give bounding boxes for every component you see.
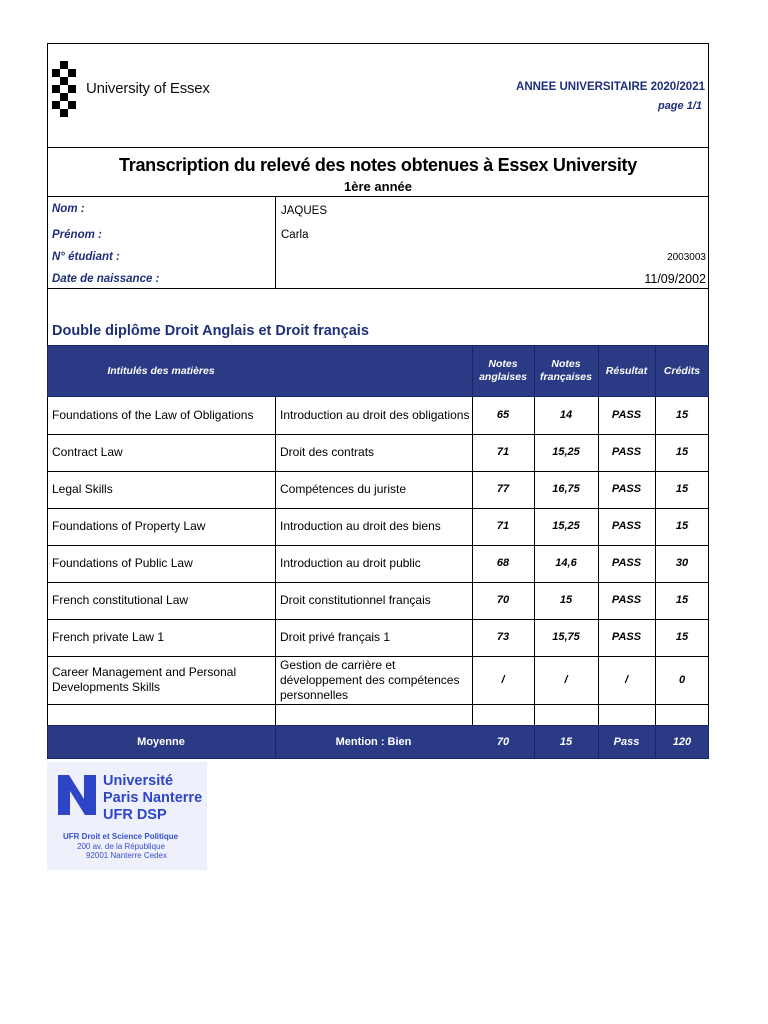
table-row-4-resultat: PASS	[611, 557, 642, 569]
table-row-5-note-fr: 15	[559, 594, 573, 606]
header-notes-francaises: Notes françaises	[540, 358, 592, 383]
divider	[47, 704, 709, 705]
divider	[598, 346, 599, 396]
divider	[655, 346, 656, 396]
footer-note-en: 70	[496, 736, 510, 748]
table-row-7-credits: 0	[678, 673, 686, 686]
table-row-6-fr: Droit privé français 1	[280, 630, 391, 644]
table-row-3-note-fr: 15,25	[552, 520, 580, 532]
nom-label: Nom :	[52, 203, 85, 215]
table-row-4-note-en: 68	[496, 557, 510, 569]
table-row-2-note-en: 77	[496, 483, 510, 495]
table-row-1-credits: 15	[675, 446, 689, 458]
divider	[275, 196, 276, 288]
divider	[47, 196, 709, 197]
naissance-label: Date de naissance :	[52, 273, 160, 285]
header-resultat: Résultat	[605, 364, 648, 377]
table-row-1-resultat: PASS	[611, 446, 642, 458]
table-row-7-note-en: /	[501, 673, 505, 686]
divider	[472, 346, 473, 396]
table-row-1-en: Contract Law	[52, 445, 123, 459]
table-row-2-note-fr: 16,75	[552, 483, 580, 495]
stamp-line-ufr-full: UFR Droit et Science Politique	[63, 832, 179, 841]
table-row-5-resultat: PASS	[611, 594, 642, 606]
table-row-6-note-fr: 15,75	[552, 631, 580, 643]
document-subtitle: 1ère année	[344, 179, 412, 194]
divider	[47, 288, 709, 289]
header-notes-anglaises: Notes anglaises	[479, 358, 527, 383]
table-row-3-credits: 15	[675, 520, 689, 532]
table-row-7-note-fr: /	[564, 673, 568, 686]
table-row-2-credits: 15	[675, 483, 689, 495]
footer-mention: Mention : Bien	[335, 736, 412, 748]
table-row-4-fr: Introduction au droit public	[280, 556, 421, 570]
table-row-4-en: Foundations of Public Law	[52, 556, 193, 570]
table-row-7-en: Career Management and Personal Developments Skills	[52, 665, 237, 694]
table-row-0-en: Foundations of the Law of Obligations	[52, 408, 254, 422]
numero-value: 2003003	[667, 252, 706, 263]
page-number: page 1/1	[657, 100, 702, 112]
header-credits: Crédits	[663, 364, 701, 377]
table-row-3-fr: Introduction au droit des biens	[280, 519, 441, 533]
table-row-4-note-fr: 14,6	[555, 557, 577, 569]
table-row-0-credits: 15	[675, 409, 689, 421]
table-row-7-resultat: /	[624, 673, 629, 686]
footer-note-fr: 15	[559, 736, 573, 748]
prenom-label: Prénom :	[52, 229, 102, 241]
table-row-6-resultat: PASS	[611, 631, 642, 643]
table-row-0-note-en: 65	[496, 409, 510, 421]
nom-value: JAQUES	[281, 205, 328, 217]
prenom-value: Carla	[281, 229, 309, 241]
divider	[47, 147, 709, 148]
table-row-3-resultat: PASS	[611, 520, 642, 532]
table-row-2-en: Legal Skills	[52, 482, 113, 496]
table-row-6-en: French private Law 1	[52, 630, 165, 644]
divider	[275, 397, 276, 725]
footer-credits: 120	[672, 736, 692, 748]
footer-moyenne-label: Moyenne	[137, 736, 185, 748]
table-row-6-note-en: 73	[496, 631, 510, 643]
table-row-7-fr: Gestion de carrière et développement des compétences personnelles	[280, 657, 460, 702]
table-row-4-credits: 30	[675, 557, 689, 569]
footer-resultat: Pass	[613, 736, 640, 748]
numero-label: N° étudiant :	[52, 251, 120, 263]
table-row-5-en: French constitutional Law	[52, 593, 189, 607]
table-row-5-fr: Droit constitutionnel français	[280, 593, 431, 607]
nanterre-logo-icon	[56, 773, 100, 817]
header-matieres: Intitulés des matières	[107, 364, 215, 377]
table-row-3-note-en: 71	[496, 520, 510, 532]
table-row-5-note-en: 70	[496, 594, 510, 606]
table-row-0-note-fr: 14	[559, 409, 573, 421]
stamp-line-ufr-dsp: UFR DSP	[103, 807, 167, 823]
table-row-1-note-fr: 15,25	[552, 446, 580, 458]
table-row-6-credits: 15	[675, 631, 689, 643]
academic-year: ANNEE UNIVERSITAIRE 2020/2021	[516, 81, 705, 93]
table-row-1-fr: Droit des contrats	[280, 445, 375, 459]
table-row-1-note-en: 71	[496, 446, 510, 458]
stamp-line-universite: Université	[103, 773, 174, 789]
naissance-value: 11/09/2002	[644, 272, 706, 286]
table-row-0-resultat: PASS	[611, 409, 642, 421]
table-row-3-en: Foundations of Property Law	[52, 519, 206, 533]
program-title: Double diplôme Droit Anglais et Droit français	[52, 323, 369, 339]
table-row-5-credits: 15	[675, 594, 689, 606]
university-logo-text: University of Essex	[86, 80, 210, 97]
stamp-line-address: 200 av. de la République	[77, 842, 165, 851]
table-row-0-fr: Introduction au droit des obligations	[280, 408, 470, 422]
essex-logo-mark	[52, 61, 76, 117]
stamp-line-paris-nanterre: Paris Nanterre	[103, 790, 203, 806]
stamp-line-city: 92001 Nanterre Cedex	[86, 851, 167, 860]
table-row-2-fr: Compétences du juriste	[280, 482, 407, 496]
document-title: Transcription du relevé des notes obtenues à Essex University	[119, 155, 637, 175]
table-row-2-resultat: PASS	[611, 483, 642, 495]
divider	[534, 346, 535, 396]
